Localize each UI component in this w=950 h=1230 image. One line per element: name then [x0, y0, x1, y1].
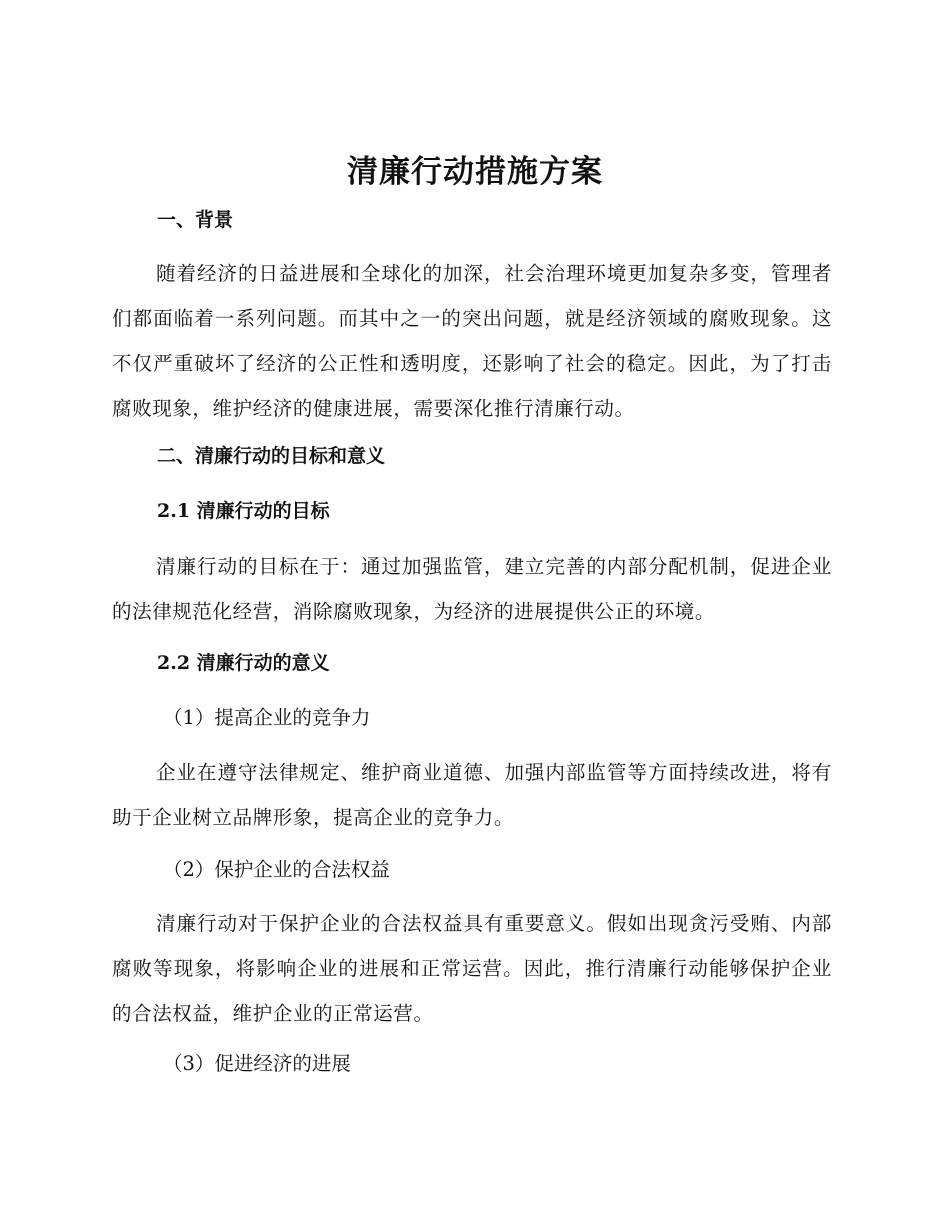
- list-item-label: （3）促进经济的进展: [163, 1052, 351, 1075]
- list-item-label: （1）提高企业的竞争力: [163, 706, 371, 729]
- list-item-paragraph: 企业在遵守法律规定、维护商业道德、加强内部监管等方面持续改进，将有助于企业树立品牌形象，提高企业的竞争力。: [112, 761, 832, 829]
- section-heading-goals-significance: 二、清廉行动的目标和意义: [157, 445, 386, 467]
- subsection-heading-goals: 2.1 清廉行动的目标: [157, 500, 330, 522]
- section-heading-background: 一、背景: [157, 209, 234, 231]
- document-title: 清廉行动措施方案: [347, 154, 603, 190]
- subsection-heading-significance: 2.2 清廉行动的意义: [157, 652, 330, 674]
- list-item-label: （2）保护企业的合法权益: [163, 858, 390, 881]
- background-paragraph: 随着经济的日益进展和全球化的加深，社会治理环境更加复杂多变，管理者们都面临着一系列问题。而其中之一的突出问题，就是经济领域的腐败现象。这不仅严重破坏了经济的公正性和透明度，还影响了社会的稳定。因此，为了打击腐败现象，维护经济的健康进展，需要深化推行清廉行动。: [112, 262, 832, 420]
- goals-paragraph: 清廉行动的目标在于：通过加强监管，建立完善的内部分配机制，促进企业的法律规范化经营，消除腐败现象，为经济的进展提供公正的环境。: [112, 555, 832, 623]
- list-item-paragraph: 清廉行动对于保护企业的合法权益具有重要意义。假如出现贪污受贿、内部腐败等现象，将影响企业的进展和正常运营。因此，推行清廉行动能够保护企业的合法权益，维护企业的正常运营。: [112, 912, 832, 1025]
